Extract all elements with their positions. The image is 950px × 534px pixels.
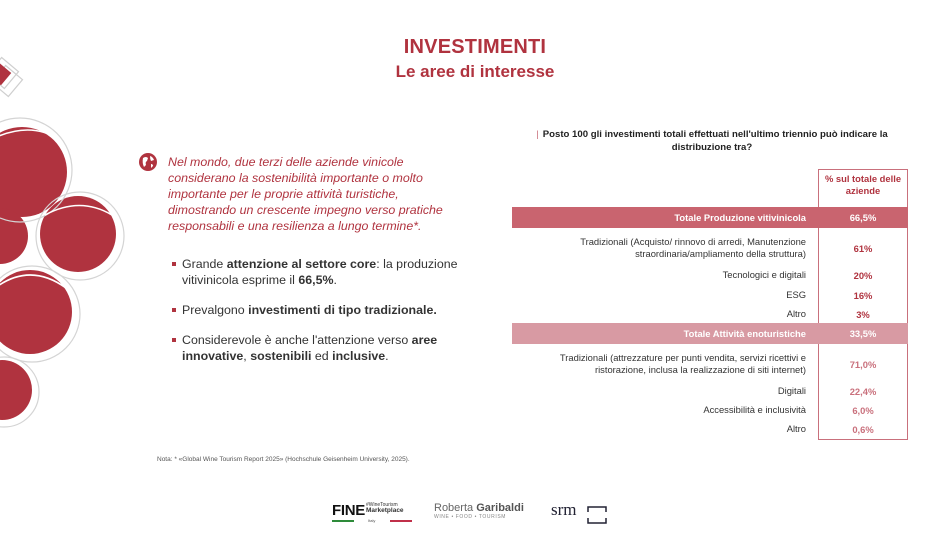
srm-logo: srm <box>551 500 577 520</box>
table-row: Altro 0,6% <box>786 423 874 435</box>
key-points-list <box>172 256 462 378</box>
bullet-item: Prevalgono investimenti di tipo tradizionale. <box>172 302 462 318</box>
fine-marketplace-logo: FINE#WineTourism Marketplace Italy <box>332 502 404 520</box>
bullet-square-icon <box>172 308 176 312</box>
srm-bracket-icon <box>587 506 607 524</box>
table-row: Accessibilità e inclusività 6,0% <box>703 404 874 416</box>
page-subtitle: Le aree di interesse <box>395 62 555 81</box>
table-row: Tradizionali (attrezzature per punti vendita, servizi ricettivi e ristorazione, inclusa la realizzazione di siti internet) 71,0% <box>559 352 877 375</box>
table-row-total-production: Totale Produzione vitivinicola 66,5% <box>512 207 908 228</box>
table-row: Tecnologici e digitali 20% <box>722 269 873 281</box>
bullet-square-icon <box>172 338 176 342</box>
question-marker: | <box>536 129 539 140</box>
roberta-garibaldi-logo: Roberta Garibaldi WINE • FOOD • TOURISM <box>434 502 524 520</box>
column-header: % sul totale delle aziende <box>824 173 902 196</box>
footnote: Nota: * «Global Wine Tourism Report 2025» (Hochschule Geisenheim University, 2025). <box>157 456 410 463</box>
table-row-total-tourism: Totale Attività enoturistiche 33,5% <box>512 323 908 344</box>
table-row: Altro 3% <box>786 308 870 320</box>
page-title: INVESTIMENTI <box>403 36 547 58</box>
table-row: Tradizionali (Acquisto/ rinnovo di arredi, Manutenzione straordinaria/ampliamento della struttura) 61% <box>580 236 873 259</box>
bullet-item: Considerevole è anche l'attenzione verso aree innovative, sostenibili ed inclusive. <box>172 332 462 364</box>
bullet-item: Grande attenzione al settore core: la produzione vitivinicola esprime il 66,5%. <box>172 256 462 288</box>
survey-question: | Posto 100 gli investimenti totali effettuati nell'ultimo triennio può indicare la distribuzione tra? <box>536 129 888 153</box>
table-row: Digitali 22,4% <box>777 385 877 397</box>
table-row: ESG 16% <box>786 289 873 301</box>
bullet-square-icon <box>172 262 176 266</box>
globe-icon <box>138 152 158 172</box>
intro-quote: Nel mondo, due terzi delle aziende vinicole considerano la sostenibilità importante o molto importante per le proprie attività turistiche, dimostrando un crescente impegno verso pratiche responsabili e una resilienza a lungo termine*. <box>168 155 443 233</box>
